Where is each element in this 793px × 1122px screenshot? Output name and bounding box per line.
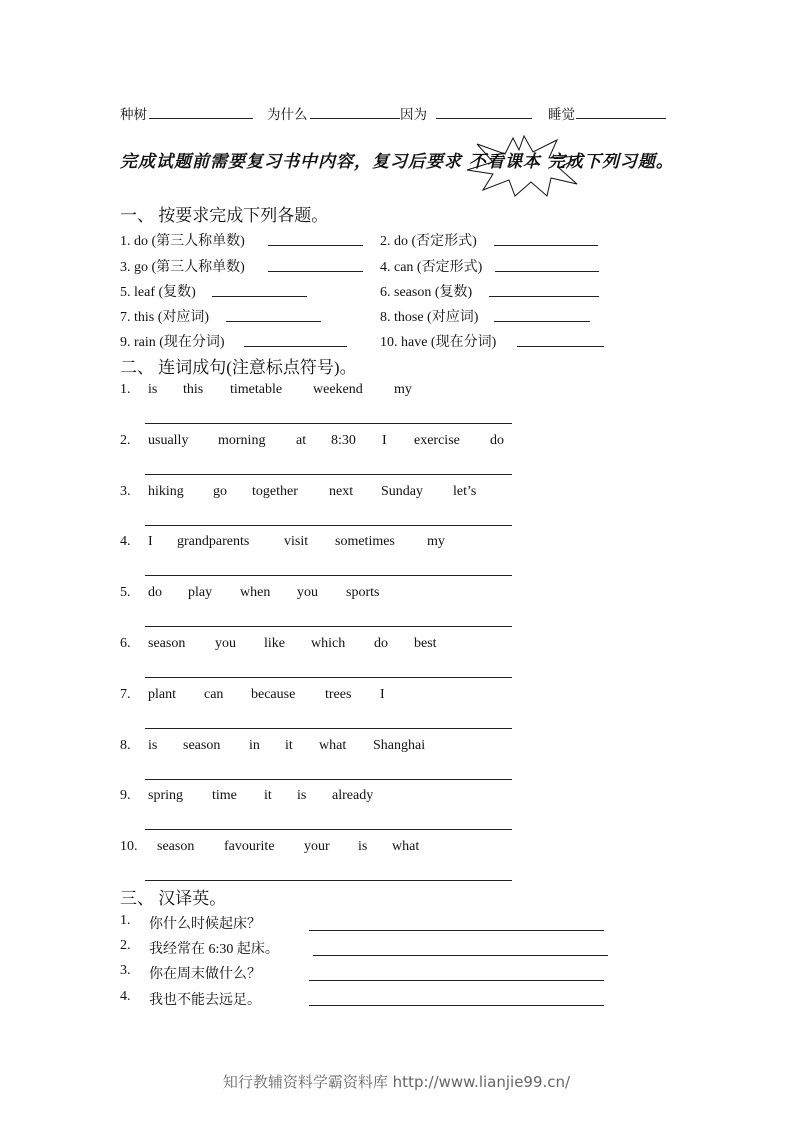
s3-num-3: 3. xyxy=(120,963,131,978)
s2-row-number: 9. xyxy=(120,788,131,803)
s2-row-number: 4. xyxy=(120,534,131,549)
s2-word: 8:30 xyxy=(331,433,356,448)
s1-answer-6[interactable] xyxy=(489,296,599,297)
s2-word: what xyxy=(392,839,420,854)
s2-word: at xyxy=(296,433,307,448)
s3-answer-4[interactable] xyxy=(309,1005,604,1006)
header-label-weishenme: 为什么 xyxy=(267,107,308,122)
s1-answer-9[interactable] xyxy=(244,346,347,347)
s2-word: I xyxy=(382,433,387,448)
section3-title: 三、 汉译英。 xyxy=(120,889,227,908)
s2-word: do xyxy=(490,433,504,448)
s2-row-number: 6. xyxy=(120,636,131,651)
s1-item-1: 1. do (第三人称单数) xyxy=(120,234,245,249)
s2-word: play xyxy=(188,585,213,600)
s1-item-6: 6. season (复数) xyxy=(380,285,473,300)
s2-answer-line[interactable] xyxy=(145,677,512,678)
s1-item-5: 5. leaf (复数) xyxy=(120,285,196,300)
s2-word: I xyxy=(148,534,153,549)
s3-answer-1[interactable] xyxy=(309,930,604,931)
s2-word: Shanghai xyxy=(373,738,426,753)
s2-word: my xyxy=(394,382,412,397)
s2-word: morning xyxy=(218,433,266,448)
s2-row-number: 10. xyxy=(120,839,138,854)
s2-word: Sunday xyxy=(381,484,423,499)
s2-answer-line[interactable] xyxy=(145,880,512,881)
s2-word: grandparents xyxy=(177,534,250,549)
s1-answer-1[interactable] xyxy=(268,245,363,246)
s2-word: which xyxy=(311,636,346,651)
s2-word: next xyxy=(329,484,354,499)
header-blank-4[interactable] xyxy=(576,118,666,119)
s2-word: my xyxy=(427,534,445,549)
footer-watermark: 知行教辅资料学霸资料库 http://www.lianjie99.cn/ xyxy=(222,1073,571,1091)
s2-word: usually xyxy=(148,433,189,448)
s2-word: because xyxy=(251,687,296,702)
s2-word: in xyxy=(249,738,260,753)
s1-item-2: 2. do (否定形式) xyxy=(380,234,477,249)
s3-num-4: 4. xyxy=(120,989,131,1004)
s1-item-4: 4. can (否定形式) xyxy=(380,260,483,275)
s2-word: time xyxy=(212,788,237,803)
header-label-yinwei: 因为 xyxy=(400,107,427,122)
s2-word: visit xyxy=(284,534,309,549)
s2-answer-line[interactable] xyxy=(145,829,512,830)
s2-row-number: 5. xyxy=(120,585,131,600)
s2-word: you xyxy=(297,585,318,600)
s2-word: best xyxy=(414,636,437,651)
s2-word: timetable xyxy=(230,382,283,397)
s2-word: season xyxy=(157,839,195,854)
s2-word: it xyxy=(285,738,293,753)
s2-word: hiking xyxy=(148,484,184,499)
s2-word: together xyxy=(252,484,298,499)
s2-word: when xyxy=(240,585,271,600)
s1-item-10: 10. have (现在分词) xyxy=(380,335,497,350)
s2-word: already xyxy=(332,788,374,803)
s1-answer-5[interactable] xyxy=(212,296,307,297)
s2-word: I xyxy=(380,687,385,702)
s2-word: let’s xyxy=(453,484,477,499)
s3-text-2: 我经常在 6:30 起床。 xyxy=(149,942,279,957)
s2-word: this xyxy=(183,382,204,397)
s2-word: go xyxy=(213,484,227,499)
header-label-zhongshu: 种树 xyxy=(120,107,147,122)
s2-word: plant xyxy=(148,687,176,702)
s2-word: you xyxy=(215,636,236,651)
s3-answer-2[interactable] xyxy=(313,955,608,956)
s2-word: season xyxy=(148,636,186,651)
s1-answer-10[interactable] xyxy=(517,346,604,347)
s2-word: do xyxy=(148,585,162,600)
s3-num-2: 2. xyxy=(120,938,131,953)
s2-answer-line[interactable] xyxy=(145,474,512,475)
s1-answer-8[interactable] xyxy=(494,321,590,322)
s2-answer-line[interactable] xyxy=(145,626,512,627)
header-blank-2[interactable] xyxy=(310,118,400,119)
s2-word: what xyxy=(319,738,347,753)
s2-word: is xyxy=(148,382,158,397)
s3-answer-3[interactable] xyxy=(309,980,604,981)
header-blank-1[interactable] xyxy=(149,118,253,119)
s2-row-number: 7. xyxy=(120,687,131,702)
s1-item-8: 8. those (对应词) xyxy=(380,310,479,325)
s2-word: is xyxy=(358,839,368,854)
s2-word: your xyxy=(304,839,330,854)
s2-row-number: 2. xyxy=(120,433,131,448)
s2-word: weekend xyxy=(313,382,363,397)
s1-item-3: 3. go (第三人称单数) xyxy=(120,260,245,275)
s1-answer-3[interactable] xyxy=(268,271,363,272)
s2-word: is xyxy=(148,738,158,753)
s3-num-1: 1. xyxy=(120,913,131,928)
s1-answer-7[interactable] xyxy=(226,321,321,322)
s2-word: like xyxy=(264,636,285,651)
s2-row-number: 3. xyxy=(120,484,131,499)
s2-row-number: 8. xyxy=(120,738,131,753)
s2-word: exercise xyxy=(414,433,460,448)
s2-word: trees xyxy=(325,687,352,702)
s2-word: it xyxy=(264,788,272,803)
s2-row-number: 1. xyxy=(120,382,131,397)
s2-word: can xyxy=(204,687,224,702)
s2-answer-line[interactable] xyxy=(145,779,512,780)
header-blank-3[interactable] xyxy=(436,118,532,119)
header-label-shuijiao: 睡觉 xyxy=(548,107,575,122)
s2-word: sometimes xyxy=(335,534,395,549)
s2-answer-line[interactable] xyxy=(145,728,512,729)
instruction-text: 完成试题前需要复习书中内容，复习后要求 不看课本 完成下列习题。 xyxy=(120,152,674,172)
s3-text-4: 我也不能去远足。 xyxy=(149,993,261,1008)
s2-word: sports xyxy=(346,585,380,600)
s2-word: season xyxy=(183,738,221,753)
s2-answer-line[interactable] xyxy=(145,423,512,424)
s1-answer-2[interactable] xyxy=(494,245,598,246)
s1-item-9: 9. rain (现在分词) xyxy=(120,335,225,350)
section1-title: 一、 按要求完成下列各题。 xyxy=(120,206,329,225)
section2-title: 二、 连词成句(注意标点符号)。 xyxy=(120,358,357,377)
s3-text-3: 你在周末做什么？ xyxy=(149,967,261,982)
s2-word: is xyxy=(297,788,307,803)
s2-word: do xyxy=(374,636,388,651)
s1-answer-4[interactable] xyxy=(495,271,599,272)
s2-answer-line[interactable] xyxy=(145,575,512,576)
s1-item-7: 7. this (对应词) xyxy=(120,310,210,325)
s2-answer-line[interactable] xyxy=(145,525,512,526)
s2-word: favourite xyxy=(224,839,275,854)
s2-word: spring xyxy=(148,788,183,803)
s3-text-1: 你什么时候起床？ xyxy=(149,917,261,932)
